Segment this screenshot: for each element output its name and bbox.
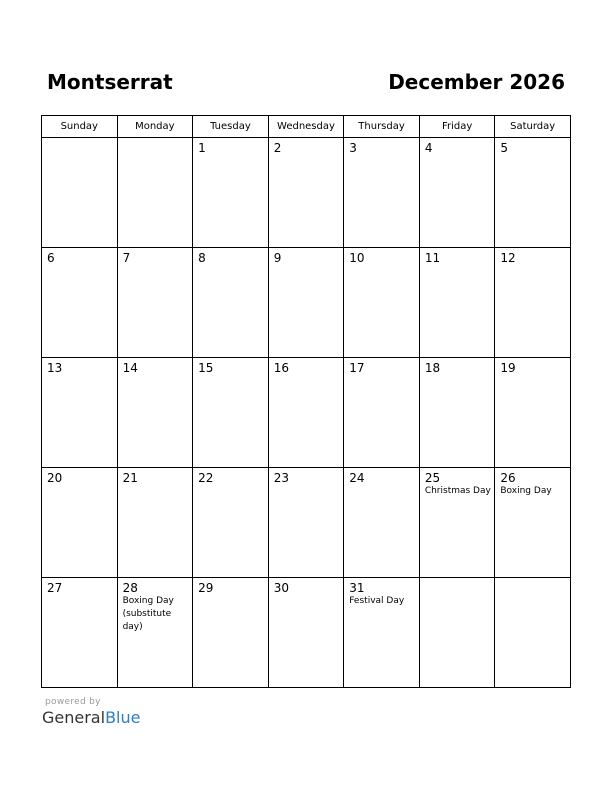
day-cell: [495, 468, 571, 578]
day-number: 3: [349, 141, 357, 155]
day-number: 2: [273, 141, 282, 155]
day-cell: [193, 358, 269, 468]
holiday-label: Christmas Day: [424, 486, 491, 496]
day-number: 23: [273, 471, 289, 485]
day-number: 27: [47, 581, 63, 595]
day-number: 1: [198, 141, 206, 155]
day-cell: [419, 138, 495, 248]
weekday-header-row: [42, 116, 571, 138]
calendar-weeks: [42, 138, 571, 688]
day-cell: [42, 248, 118, 358]
week-row: [42, 138, 571, 248]
country-title: Montserrat: [47, 70, 173, 94]
weekday-saturday: Saturday: [495, 116, 571, 138]
holiday-label: Boxing Day (substitute day): [122, 596, 174, 632]
day-number: [42, 138, 117, 141]
weekday-tuesday: Tuesday: [193, 116, 269, 138]
powered-by-label: powered by: [45, 697, 101, 707]
day-cell: [268, 578, 344, 688]
weekday-wednesday: Wednesday: [268, 116, 344, 138]
day-number: [420, 578, 495, 581]
generalblue-logo: [42, 708, 140, 727]
day-number: 18: [424, 361, 441, 375]
week-row: [42, 578, 571, 688]
day-number: 6: [47, 251, 55, 265]
day-number: 21: [122, 471, 138, 485]
day-cell: [268, 358, 344, 468]
day-number: 19: [500, 361, 516, 375]
weekday-sunday: Sunday: [42, 116, 118, 138]
week-row: [42, 248, 571, 358]
day-number: 4: [424, 141, 433, 155]
day-cell: [344, 468, 420, 578]
day-number: 15: [198, 361, 214, 375]
day-number: 30: [273, 581, 289, 595]
day-cell: [193, 138, 269, 248]
day-cell: [268, 138, 344, 248]
day-cell: [344, 578, 420, 688]
day-cell: [419, 358, 495, 468]
day-cell: [268, 468, 344, 578]
day-number: 28: [122, 581, 138, 595]
day-cell: [42, 578, 118, 688]
day-cell: [42, 138, 118, 248]
day-cell: [495, 358, 571, 468]
day-number: 13: [47, 361, 63, 375]
weekday-friday: Friday: [419, 116, 495, 138]
day-number: [495, 578, 570, 581]
day-cell: [495, 248, 571, 358]
day-cell: [42, 468, 118, 578]
day-cell: [117, 358, 193, 468]
day-cell: [419, 248, 495, 358]
brand-blue: Blue: [105, 708, 141, 727]
day-number: 22: [198, 471, 214, 485]
day-number: [118, 138, 193, 141]
brand-general: General: [42, 708, 106, 727]
day-number: 9: [273, 251, 282, 265]
day-cell: [117, 468, 193, 578]
day-cell: [344, 248, 420, 358]
weekday-monday: Monday: [117, 116, 193, 138]
month-year-title: December 2026: [388, 70, 565, 94]
day-cell: [344, 138, 420, 248]
day-number: 20: [47, 471, 63, 485]
day-number: 7: [122, 251, 131, 265]
day-number: 12: [500, 251, 516, 265]
calendar-grid: [41, 115, 571, 688]
day-number: 29: [198, 581, 214, 595]
holiday-label: Festival Day: [349, 596, 405, 606]
day-number: 5: [500, 141, 509, 155]
day-cell: [419, 578, 495, 688]
day-cell: [42, 358, 118, 468]
week-row: [42, 468, 571, 578]
day-number: 16: [273, 361, 289, 375]
day-cell: [117, 248, 193, 358]
day-number: 8: [198, 251, 206, 265]
holiday-label: Boxing Day: [500, 486, 552, 496]
day-cell: [117, 578, 193, 688]
day-cell: [193, 248, 269, 358]
week-row: [42, 358, 571, 468]
day-cell: [495, 578, 571, 688]
day-cell: [344, 358, 420, 468]
day-number: 31: [349, 581, 365, 595]
weekday-thursday: Thursday: [344, 116, 420, 138]
day-cell: [193, 578, 269, 688]
day-cell: [495, 138, 571, 248]
day-number: 25: [424, 471, 441, 485]
day-cell: [117, 138, 193, 248]
day-number: 14: [122, 361, 138, 375]
day-number: 24: [349, 471, 365, 485]
day-number: 26: [500, 471, 516, 485]
day-cell: [268, 248, 344, 358]
day-cell: [419, 468, 495, 578]
day-number: 10: [349, 251, 365, 265]
day-cell: [193, 468, 269, 578]
day-number: 17: [349, 361, 365, 375]
day-number: 11: [424, 251, 441, 265]
